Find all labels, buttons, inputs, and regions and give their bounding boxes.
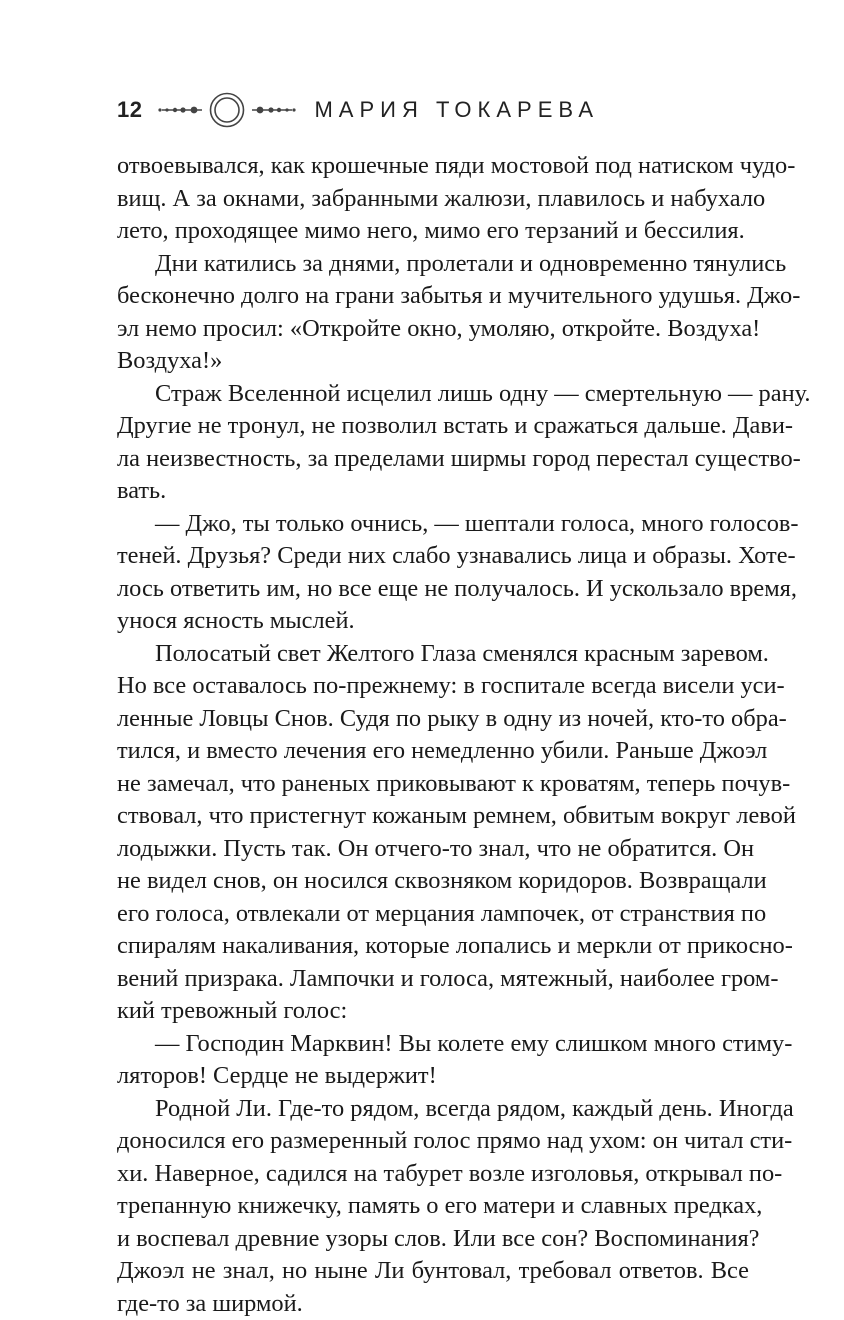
text-line: вений призрака. Лампочки и голоса, мятежный, наиболее гром- xyxy=(117,963,749,996)
running-header xyxy=(117,92,599,128)
text-line: унося ясность мыслей. xyxy=(117,605,749,638)
text-line: — Господин Марквин! Вы колете ему слишком много стиму- xyxy=(117,1028,749,1061)
text-line: Джоэл не знал, но ныне Ли бунтовал, требовал ответов. Все xyxy=(117,1255,749,1288)
text-line: где-то за ширмой. xyxy=(117,1288,749,1320)
text-line: Дни катились за днями, пролетали и одновременно тянулись xyxy=(117,248,749,281)
text-line: теней. Друзья? Среди них слабо узнавались лица и образы. Хоте- xyxy=(117,540,749,573)
text-line: лето, проходящее мимо него, мимо его терзаний и бессилия. xyxy=(117,215,749,248)
text-line: бесконечно долго на грани забытья и мучительного удушья. Джо- xyxy=(117,280,749,313)
text-line: вать. xyxy=(117,475,749,508)
text-line: ляторов! Сердце не выдержит! xyxy=(117,1060,749,1093)
text-line: ла неизвестность, за пределами ширмы город перестал существо- xyxy=(117,443,749,476)
text-line: ленные Ловцы Снов. Судя по рыку в одну из ночей, кто-то обра- xyxy=(117,703,749,736)
text-line: лось ответить им, но все еще не получалось. И ускользало время, xyxy=(117,573,749,606)
author-name: МАРИЯ ТОКАРЕВА xyxy=(314,97,599,123)
text-line: отвоевывался, как крошечные пяди мостовой под натиском чудо- xyxy=(117,150,749,183)
text-line: доносился его размеренный голос прямо над ухом: он читал сти- xyxy=(117,1125,749,1158)
body-text xyxy=(117,150,749,1320)
text-line: трепанную книжечку, память о его матери и славных предках, xyxy=(117,1190,749,1223)
text-line: не видел снов, он носился сквозняком коридоров. Возвращали xyxy=(117,865,749,898)
text-line: хи. Наверное, садился на табурет возле изголовья, открывал по- xyxy=(117,1158,749,1191)
text-line: ствовал, что пристегнут кожаным ремнем, обвитым вокруг левой xyxy=(117,800,749,833)
page-number: 12 xyxy=(117,97,142,123)
text-line: Воздуха!» xyxy=(117,345,749,378)
text-line: Полосатый свет Желтого Глаза сменялся красным заревом. xyxy=(117,638,749,671)
text-line: — Джо, ты только очнись, — шептали голоса, много голосов- xyxy=(117,508,749,541)
text-line: эл немо просил: «Откройте окно, умоляю, откройте. Воздуха! xyxy=(117,313,749,346)
text-line: вищ. А за окнами, забранными жалюзи, плавилось и набухало xyxy=(117,183,749,216)
text-line: Страж Вселенной исцелил лишь одну — смертельную — рану. xyxy=(117,378,749,411)
text-line: Родной Ли. Где-то рядом, всегда рядом, каждый день. Иногда xyxy=(117,1093,749,1126)
moon-ornament-icon xyxy=(154,92,300,128)
text-line: кий тревожный голос: xyxy=(117,995,749,1028)
text-line: Но все оставалось по-прежнему: в госпитале всегда висели уси- xyxy=(117,670,749,703)
text-line: и воспевал древние узоры слов. Или все сон? Воспоминания? xyxy=(117,1223,749,1256)
text-line: спиралям накаливания, которые лопались и меркли от прикосно- xyxy=(117,930,749,963)
text-line: тился, и вместо лечения его немедленно убили. Раньше Джоэл xyxy=(117,735,749,768)
text-line: лодыжки. Пусть так. Он отчего-то знал, что не обратится. Он xyxy=(117,833,749,866)
text-line: его голоса, отвлекали от мерцания лампочек, от странствия по xyxy=(117,898,749,931)
text-line: Другие не тронул, не позволил встать и сражаться дальше. Дави- xyxy=(117,410,749,443)
text-line: не замечал, что раненых приковывают к кроватям, теперь почув- xyxy=(117,768,749,801)
